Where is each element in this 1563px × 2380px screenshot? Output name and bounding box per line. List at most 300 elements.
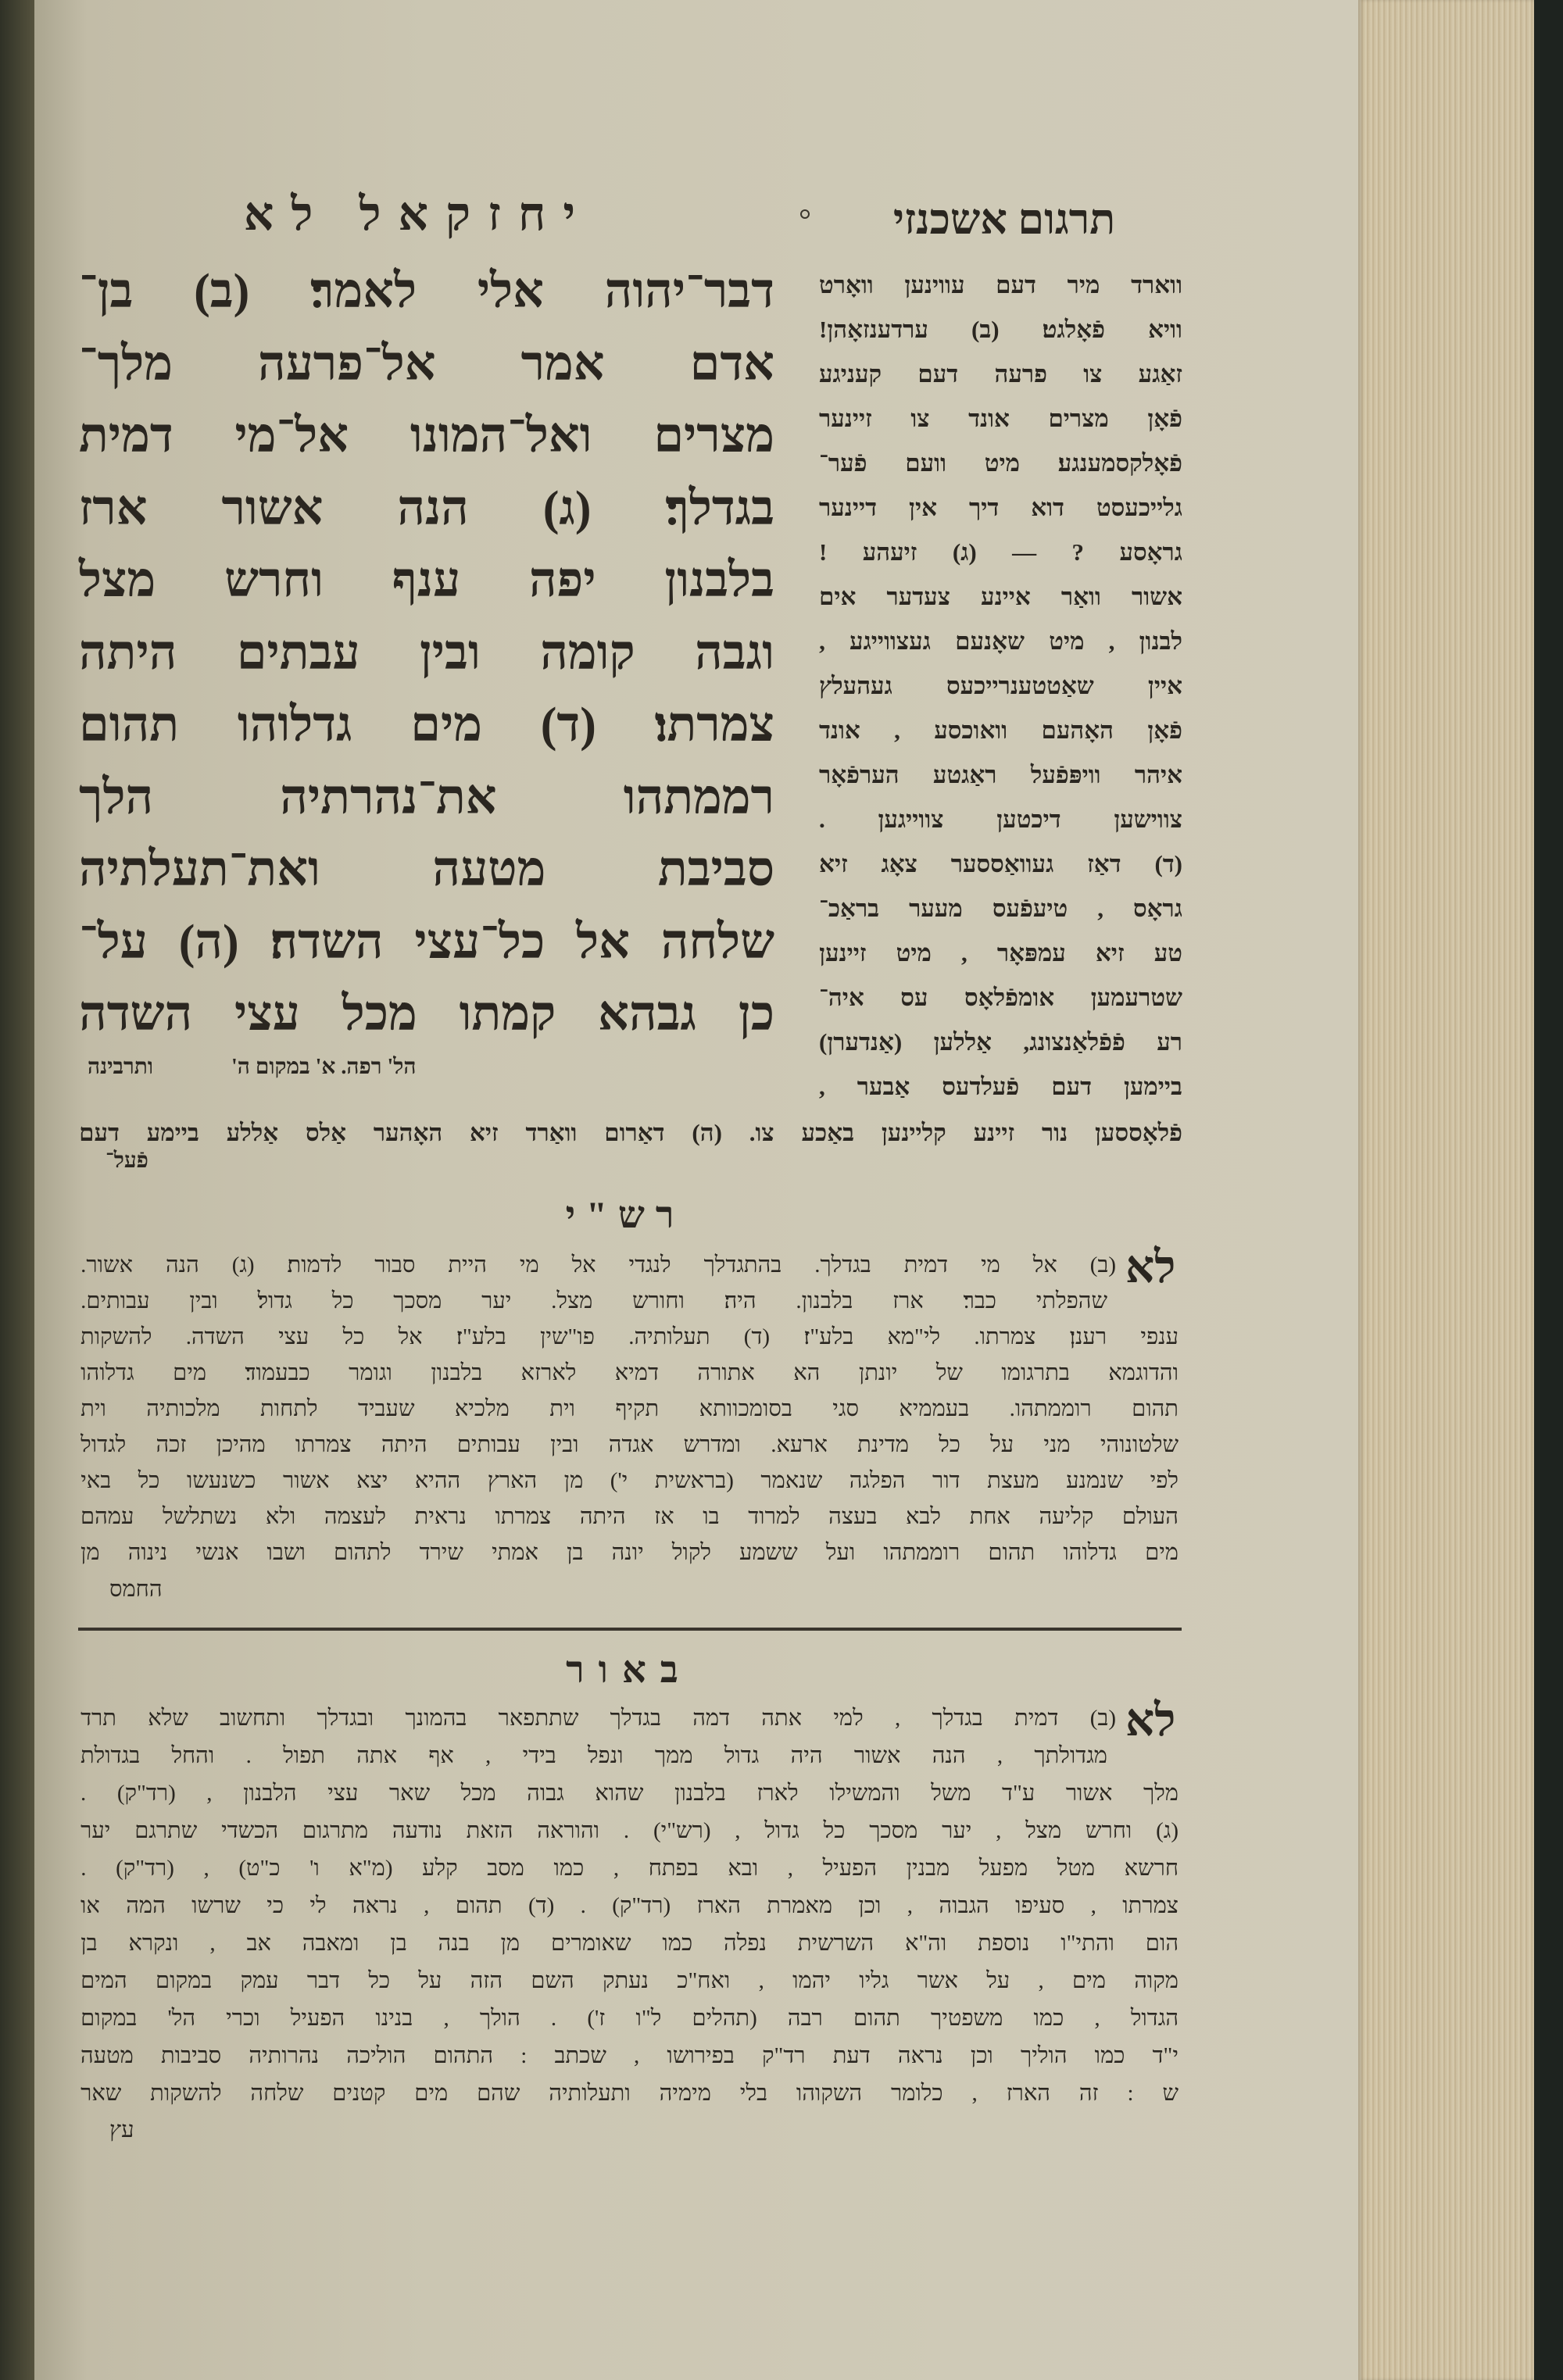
word: דיך (968, 494, 1000, 521)
word: פֿאָן (1147, 717, 1182, 744)
word: (ב) (971, 316, 1000, 343)
scripture-line (79, 617, 774, 689)
word: (בראשית (654, 1468, 734, 1493)
word: בן (390, 1931, 407, 1956)
word: מני (1043, 1432, 1071, 1457)
word: אתורה (697, 1360, 755, 1385)
word: ובין (420, 626, 481, 680)
word: דעם (79, 1119, 120, 1146)
word: תהום (988, 1540, 1035, 1565)
word: סעיפו (1015, 1893, 1065, 1918)
word: צאָג (881, 850, 917, 877)
word: דמיא (614, 1360, 659, 1385)
biur-line (80, 1963, 1179, 1999)
yiddish-line (819, 485, 1182, 530)
word: אב (246, 1931, 271, 1956)
word: דבר (306, 1968, 341, 1993)
word: גליו (859, 1968, 889, 1993)
word: . (819, 806, 825, 833)
word: שאָנעם (955, 627, 1025, 655)
word: בלבנון (664, 554, 774, 607)
word: מלך־ (79, 337, 173, 391)
word: אשור. (80, 1253, 134, 1278)
word: וויפּפֿעל (1030, 761, 1101, 788)
word: ובין (189, 1288, 218, 1313)
word: (ד) (540, 699, 596, 752)
word: אל (398, 1324, 423, 1349)
word: פֿפֿלאַנצונג, (1023, 1028, 1125, 1056)
word: אשור (221, 481, 324, 535)
word: ע"ד (1002, 1781, 1035, 1806)
word: שלא (148, 1706, 188, 1731)
word: אמתי (492, 1540, 538, 1565)
word: אונד (968, 405, 1010, 432)
word: להשקות (80, 1324, 152, 1349)
word: השם (531, 1968, 574, 1993)
word: בן (567, 1540, 584, 1565)
word: שלחה (660, 915, 774, 969)
scripture-line (79, 400, 774, 472)
word: ארז (79, 481, 148, 535)
word: זה (1078, 2081, 1099, 2106)
rashi-line (80, 1535, 1179, 1571)
word: הזה (470, 1968, 503, 1993)
word: היה (790, 1743, 823, 1768)
word: שתתפאר (498, 1706, 579, 1731)
word: הכשדי (221, 1818, 279, 1843)
word: ושבו (266, 1540, 306, 1565)
word: בלבנון (431, 1360, 483, 1385)
word: עמק (240, 1968, 279, 1993)
word: לי"מא (887, 1324, 941, 1349)
word: דור (932, 1468, 960, 1493)
word: מטעה (80, 2043, 134, 2068)
yiddish-line (819, 1020, 1182, 1064)
word: כמו (1033, 2006, 1064, 2031)
word: אשר (917, 1968, 958, 1993)
word: נודעה (392, 1818, 442, 1843)
word: ונקרא (128, 1931, 179, 1956)
word: לעצמה (324, 1504, 386, 1529)
word: הוליך (1020, 2043, 1068, 2068)
word: היתה (579, 1504, 626, 1529)
word: קליינען (881, 1119, 946, 1146)
word: וויא (1148, 316, 1182, 343)
biur-catchword: עץ (109, 2117, 134, 2142)
word: זיא (1095, 939, 1125, 967)
word: טיעפֿעס (992, 895, 1068, 922)
scripture-line (79, 545, 774, 616)
word: (ד) (743, 1324, 771, 1349)
yiddish-line (819, 663, 1182, 708)
word: וכן (970, 2043, 993, 2068)
word: ותעלותיה (549, 2081, 631, 2106)
word: אל (1032, 1253, 1057, 1278)
word: נינוה (127, 1540, 168, 1565)
biur-line (80, 2000, 1179, 2036)
word: מצרים (1048, 405, 1109, 432)
word: שאר (388, 1781, 431, 1806)
word: מצל (1025, 1818, 1062, 1843)
word: יונה (611, 1540, 644, 1565)
word: , (894, 1706, 901, 1731)
word: שאַטטענרייכעס (946, 672, 1094, 699)
yiddish-line (819, 1064, 1182, 1109)
word: היה׃ (724, 1288, 756, 1313)
word: גדלוהו (80, 1360, 134, 1385)
word: מי (519, 1253, 539, 1278)
word: אשור (1131, 583, 1182, 610)
word: אל־מי (234, 409, 349, 463)
word: רבה (787, 2006, 823, 2031)
word: הערפֿאָר (819, 761, 900, 788)
word: , (443, 2006, 449, 2031)
word: עס (900, 984, 928, 1011)
word: בגדלך. (814, 1253, 871, 1278)
word: אשור (1065, 1781, 1113, 1806)
word: לבא (906, 1504, 941, 1529)
word: ! (819, 538, 828, 566)
word: הוליכה (346, 2043, 406, 2068)
word: וחרש (1085, 1818, 1132, 1843)
word: נור (1041, 1119, 1068, 1146)
word: צמרתו. (974, 1324, 1036, 1349)
word: (רד"ק) (116, 1781, 176, 1806)
word: דמית (79, 409, 173, 463)
biur-line (80, 1888, 1179, 1924)
yiddish-line (819, 352, 1182, 396)
word: וית (80, 1396, 106, 1421)
word: כ"ט) (238, 1856, 281, 1881)
word: האָהער (373, 1119, 443, 1146)
word: (ב) (1089, 1253, 1116, 1278)
word: אַללע (226, 1119, 279, 1146)
word: וית (549, 1396, 575, 1421)
word: היתה (381, 1432, 427, 1457)
word: הנה (165, 1253, 199, 1278)
scripture-line (79, 473, 774, 545)
word: מים (173, 1360, 207, 1385)
word: הנה (397, 481, 469, 535)
word: מים (1145, 1540, 1179, 1565)
word: כל (368, 1968, 391, 1993)
word: צו (910, 405, 930, 432)
yiddish-line (819, 307, 1182, 352)
word: י') (610, 1468, 628, 1493)
word: צמרתו (295, 1432, 352, 1457)
word: , (1090, 1893, 1096, 1918)
word: הפעיל (822, 1856, 878, 1881)
yiddish-line (819, 396, 1182, 441)
word: מיט (984, 449, 1020, 477)
word: , (613, 1856, 620, 1881)
yiddish-catchword: פֿעל־ (106, 1149, 148, 1173)
word: או (80, 1893, 100, 1918)
word: כל (939, 1432, 960, 1457)
word: וואַרד (525, 1119, 578, 1146)
word: (ג) (952, 538, 977, 566)
scripture-line (79, 328, 774, 400)
word: יפה (528, 554, 596, 607)
word: סבור (374, 1253, 416, 1278)
word: (ג) (231, 1253, 255, 1278)
word: מן (500, 1931, 520, 1956)
word: פרעה (994, 360, 1047, 388)
word: מאמרת (767, 1893, 833, 1918)
word: סביבות (161, 2043, 222, 2068)
word: כל (138, 1468, 160, 1493)
word: (רד"ק) (116, 1856, 174, 1881)
word: זיעהע (862, 538, 917, 566)
word: ארעא. (771, 1432, 828, 1457)
word: בלי (739, 2081, 767, 2106)
word: ערדענזאָהן! (819, 316, 928, 343)
biur-line (80, 1850, 1179, 1886)
word: כי (266, 1893, 284, 1918)
word: אַללען (933, 1028, 992, 1056)
word: בן (80, 1931, 98, 1956)
word: יער (942, 1818, 972, 1843)
word: כמו (662, 1931, 693, 1956)
word: דמה (692, 1706, 731, 1731)
word: (מ"א (349, 1856, 393, 1881)
word: לארז (756, 1781, 799, 1806)
word: פֿאָלגט׃ (1042, 316, 1105, 343)
word: דאַז (1087, 850, 1121, 877)
word: מסכך (869, 1818, 918, 1843)
word: אל (571, 1253, 596, 1278)
word: איין (1147, 672, 1182, 699)
word: משפטיך (931, 2006, 1003, 2031)
word: ביימע (146, 1119, 199, 1146)
word: אלי (477, 265, 544, 318)
word: התהום (433, 2043, 494, 2068)
word: : (520, 2043, 528, 2068)
word: בפתח (648, 1856, 699, 1881)
word: אונד (819, 717, 860, 744)
word: צו. (749, 1119, 774, 1146)
word: עבתים (236, 626, 360, 680)
word: מים (1072, 1968, 1106, 1993)
word: בפירושו (667, 2043, 735, 2068)
word: מתרגום (302, 1818, 369, 1843)
word: רממתהו (623, 770, 774, 824)
word: וכן (858, 1893, 882, 1918)
word: על־ (79, 915, 148, 969)
word: כל (342, 1324, 365, 1349)
scripture-line (79, 978, 774, 1050)
word: ומדרש (683, 1432, 741, 1457)
word: הא (793, 1360, 821, 1385)
word: דמית (903, 1253, 949, 1278)
word: והוראה (537, 1818, 600, 1843)
word: זיא (470, 1119, 499, 1146)
word: כלומר (890, 2081, 943, 2106)
word: (רד"ק) (612, 1893, 671, 1918)
yiddish-line (819, 619, 1182, 663)
word: להשקות (150, 2081, 222, 2106)
word: בתרגומו (1001, 1360, 1070, 1385)
scripture-line (79, 762, 774, 834)
word: היתה (79, 626, 177, 680)
word: מעער (909, 895, 963, 922)
rashi-line (80, 1283, 1107, 1319)
word: פֿער־ (819, 449, 867, 477)
biur-line (80, 1738, 1107, 1774)
word: תהום (455, 1893, 503, 1918)
word: אשור (282, 1468, 330, 1493)
word: אל־פרעה (258, 337, 436, 391)
word: תרד (80, 1706, 116, 1731)
word: גדול (764, 1818, 799, 1843)
word: זיינען (819, 939, 867, 967)
rashi-line (80, 1463, 1179, 1499)
word: ההיא (414, 1468, 461, 1493)
word: למי (833, 1706, 864, 1731)
word: (ב) (194, 265, 250, 318)
word: שתרגם (134, 1818, 198, 1843)
word: פֿאָלקסמענגע׃ (1057, 449, 1182, 477)
word: עצי (234, 988, 300, 1041)
biur-line (80, 1775, 1179, 1811)
word: בסומכוותא (699, 1396, 792, 1421)
word: היית (448, 1253, 487, 1278)
word: בנה (438, 1931, 470, 1956)
scripture-line (79, 834, 774, 906)
word: קעניגע (819, 360, 882, 388)
word: הארז (696, 1893, 741, 1918)
word: גלייכעסט (1096, 494, 1182, 521)
word: וואוכסע (934, 717, 1008, 744)
word: הום (1145, 1931, 1179, 1956)
word: נראה (352, 1893, 398, 1918)
word: אַלס (305, 1119, 347, 1146)
word: על (990, 1432, 1014, 1457)
word: ענפי (1140, 1324, 1179, 1349)
word: מסכך (393, 1288, 442, 1313)
word: שהם (477, 2081, 520, 2106)
biur-line (80, 2075, 1179, 2111)
word: געצווייגע (849, 627, 931, 655)
word: עמהם (80, 1504, 134, 1529)
word: געהעלץ (819, 672, 892, 699)
word: כמו (1094, 2043, 1125, 2068)
word: בנינו (375, 2006, 413, 2031)
word: לי (309, 1893, 327, 1918)
word: מבנין (906, 1856, 950, 1881)
word: דאַרום (604, 1119, 665, 1146)
word: גראָסע (1119, 538, 1182, 566)
yiddish-line (819, 441, 1182, 485)
word: (ד) (1154, 850, 1182, 877)
word: ולא (265, 1504, 296, 1529)
word: וכרי (226, 2006, 260, 2031)
word: בגדלך (610, 1706, 661, 1731)
word: אתה (761, 1706, 803, 1731)
word: על (986, 1968, 1010, 1993)
word: על (418, 1968, 442, 1993)
word: לפי (1150, 1468, 1179, 1493)
word: , (634, 2043, 640, 2068)
yiddish-line (819, 975, 1182, 1020)
word: לבנון (1139, 627, 1182, 655)
word: צו (1083, 360, 1103, 388)
word: במקום (80, 2006, 138, 2031)
word: גדלוהו (237, 699, 352, 752)
word: קלע (422, 1856, 458, 1881)
word: (רש"י) (653, 1818, 711, 1843)
word: השקוהו (796, 2081, 863, 2106)
biur-line (80, 1925, 1179, 1961)
word: בגדלך (932, 1706, 983, 1731)
word: אף (428, 1743, 454, 1768)
word: מן (80, 1540, 100, 1565)
word: צמרתו (1122, 1893, 1179, 1918)
word: באי (80, 1468, 112, 1493)
word: יהמו (792, 1968, 831, 1993)
word: מעצת (987, 1468, 1039, 1493)
word: וועם (905, 449, 947, 477)
scripture-note-left: ותרבינה (88, 1055, 154, 1079)
word: דעם (1051, 1073, 1093, 1100)
word: , (1038, 1968, 1044, 1993)
word: קומה (540, 626, 635, 680)
word: גבוה (527, 1781, 564, 1806)
word: וגבה (695, 626, 774, 680)
word: תפול (283, 1743, 325, 1768)
word: במקום (155, 1968, 213, 1993)
word: בראַכ־ (819, 895, 880, 922)
word: מטעה (432, 843, 546, 896)
word: צווייגען (878, 806, 944, 833)
page-block-edge (1358, 0, 1534, 2380)
word: לנגדי (628, 1253, 671, 1278)
word: נהרותיה (249, 2043, 320, 2068)
word: ששמע (739, 1540, 798, 1565)
word: ותחשוב (220, 1706, 286, 1731)
word: ובא (728, 1856, 759, 1881)
word: דוא (1031, 494, 1064, 521)
word: וגומר (349, 1360, 392, 1385)
word: מסב (487, 1856, 524, 1881)
word: בידי (522, 1743, 556, 1768)
word: ממך (654, 1743, 693, 1768)
word: נוספת (978, 1931, 1030, 1956)
word: (ד) (528, 1893, 555, 1918)
word: צמרתו (495, 1504, 552, 1529)
word: בגדולת (80, 1743, 141, 1768)
scripture-line (79, 689, 774, 761)
yiddish-line (819, 530, 1182, 574)
word: מהיכן (216, 1432, 266, 1457)
word: השדה (79, 988, 193, 1041)
word: דיינער (819, 494, 878, 521)
rashi-line (80, 1391, 1179, 1427)
word: המים (80, 1968, 127, 1993)
word: צווישען (1114, 806, 1182, 833)
word: , (209, 1931, 216, 1956)
word: , (735, 1818, 741, 1843)
word: השדה׃ (270, 915, 384, 969)
word: דיכטען (996, 806, 1061, 833)
book-title: יחזקאל לא (243, 188, 593, 240)
word: לקול (671, 1540, 711, 1565)
word: ? (1071, 538, 1085, 566)
word: פֿלאָססען (1095, 1119, 1182, 1146)
word: בלע"ז׃ (803, 1324, 854, 1349)
word: תהום (79, 699, 180, 752)
yiddish-line (819, 752, 1182, 797)
